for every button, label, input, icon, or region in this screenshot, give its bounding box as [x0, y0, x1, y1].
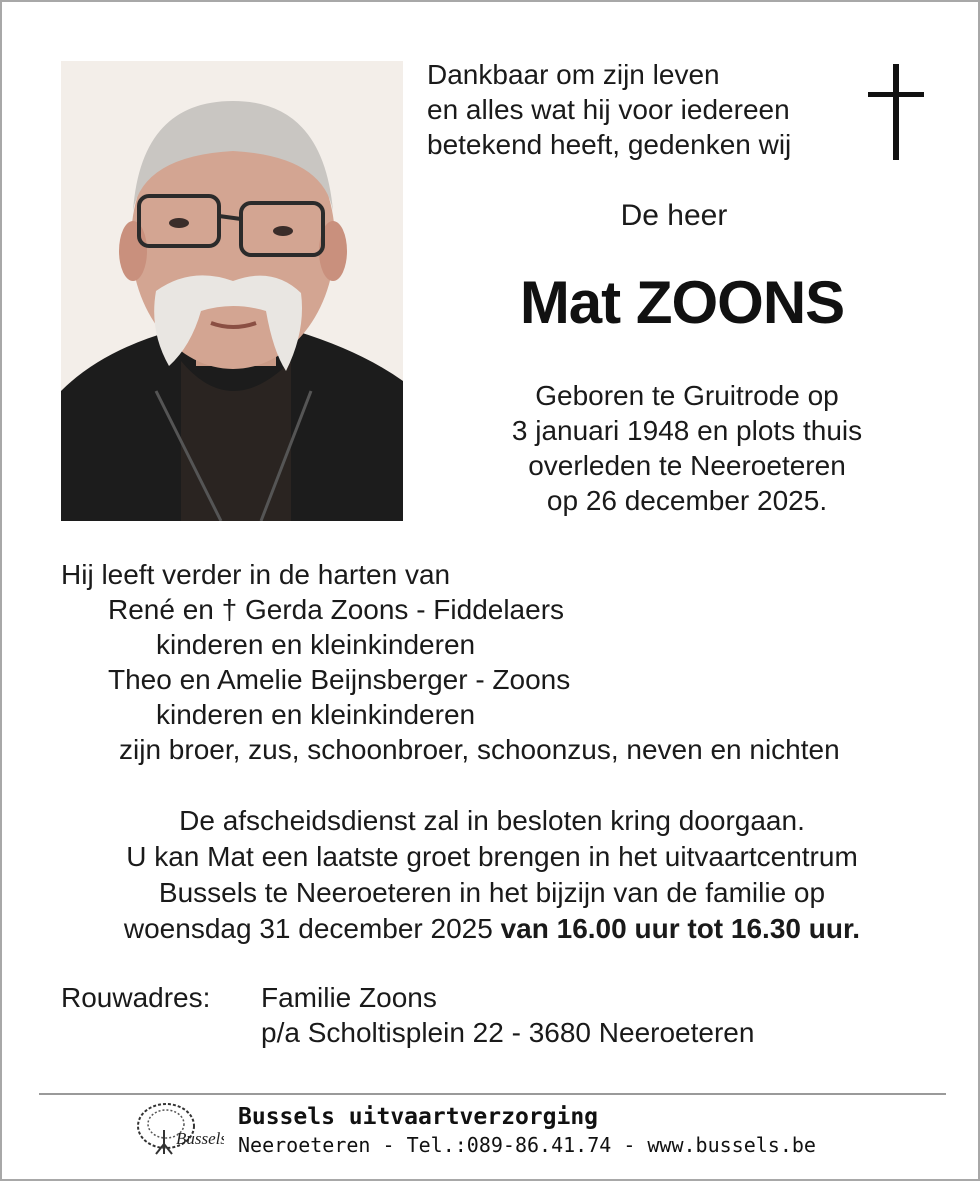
family-heading: Hij leeft verder in de harten van: [61, 559, 451, 590]
birth-death-line: 3 januari 1948 en plots thuis: [511, 415, 863, 446]
service-date: woensdag 31 december 2025: [123, 913, 501, 944]
family-descendants: kinderen en kleinkinderen: [156, 699, 476, 730]
company-name: Bussels uitvaartverzorging: [238, 1104, 599, 1130]
intro-line: betekend heeft, gedenken wij: [427, 129, 792, 160]
salutation: De heer: [620, 199, 728, 232]
portrait-illustration: [61, 61, 403, 521]
family-relatives: zijn broer, zus, schoonbroer, schoonzus, neven en nichten: [119, 734, 840, 765]
address-lines: [261, 980, 754, 1050]
family-descendants: kinderen en kleinkinderen: [156, 629, 476, 660]
intro-line: en alles wat hij voor iedereen: [427, 94, 790, 125]
deceased-name: Mat ZOONS: [519, 269, 845, 336]
address-label: Rouwadres:: [61, 982, 211, 1013]
company-contact[interactable]: Neeroeteren - Tel.:089-86.41.74 - www.bussels.be: [238, 1133, 816, 1157]
service-time: van 16.00 uur tot 16.30 uur.: [500, 913, 861, 944]
logo-text: Bussels: [176, 1129, 224, 1148]
family-couple: Theo en Amelie Beijnsberger - Zoons: [108, 664, 571, 695]
birth-death-line: op 26 december 2025.: [546, 485, 828, 516]
address-line: p/a Scholtisplein 22 - 3680 Neeroeteren: [261, 1017, 755, 1048]
address-line: Familie Zoons: [261, 982, 437, 1013]
service-line: Bussels te Neeroeteren in het bijzijn van de familie op: [158, 877, 826, 908]
birth-death-text: [442, 378, 932, 518]
cross-icon: [868, 64, 924, 160]
tree-logo-icon: [134, 1100, 224, 1160]
birth-death-line: overleden te Neeroeteren: [528, 450, 846, 481]
service-line: De afscheidsdienst zal in besloten kring doorgaan.: [179, 805, 805, 836]
service-line: [42, 911, 942, 947]
family-list: [61, 557, 840, 767]
birth-death-line: Geboren te Gruitrode op: [535, 380, 839, 411]
footer-divider: [39, 1093, 946, 1095]
intro-text: [427, 57, 791, 162]
service-info: [42, 803, 942, 947]
footer-company: [238, 1102, 816, 1158]
family-couple: René en † Gerda Zoons - Fiddelaers: [108, 594, 565, 625]
service-line: U kan Mat een laatste groet brengen in het uitvaartcentrum: [126, 841, 858, 872]
bussels-logo: [134, 1100, 224, 1160]
portrait-photo: [61, 61, 403, 521]
intro-line: Dankbaar om zijn leven: [427, 59, 720, 90]
